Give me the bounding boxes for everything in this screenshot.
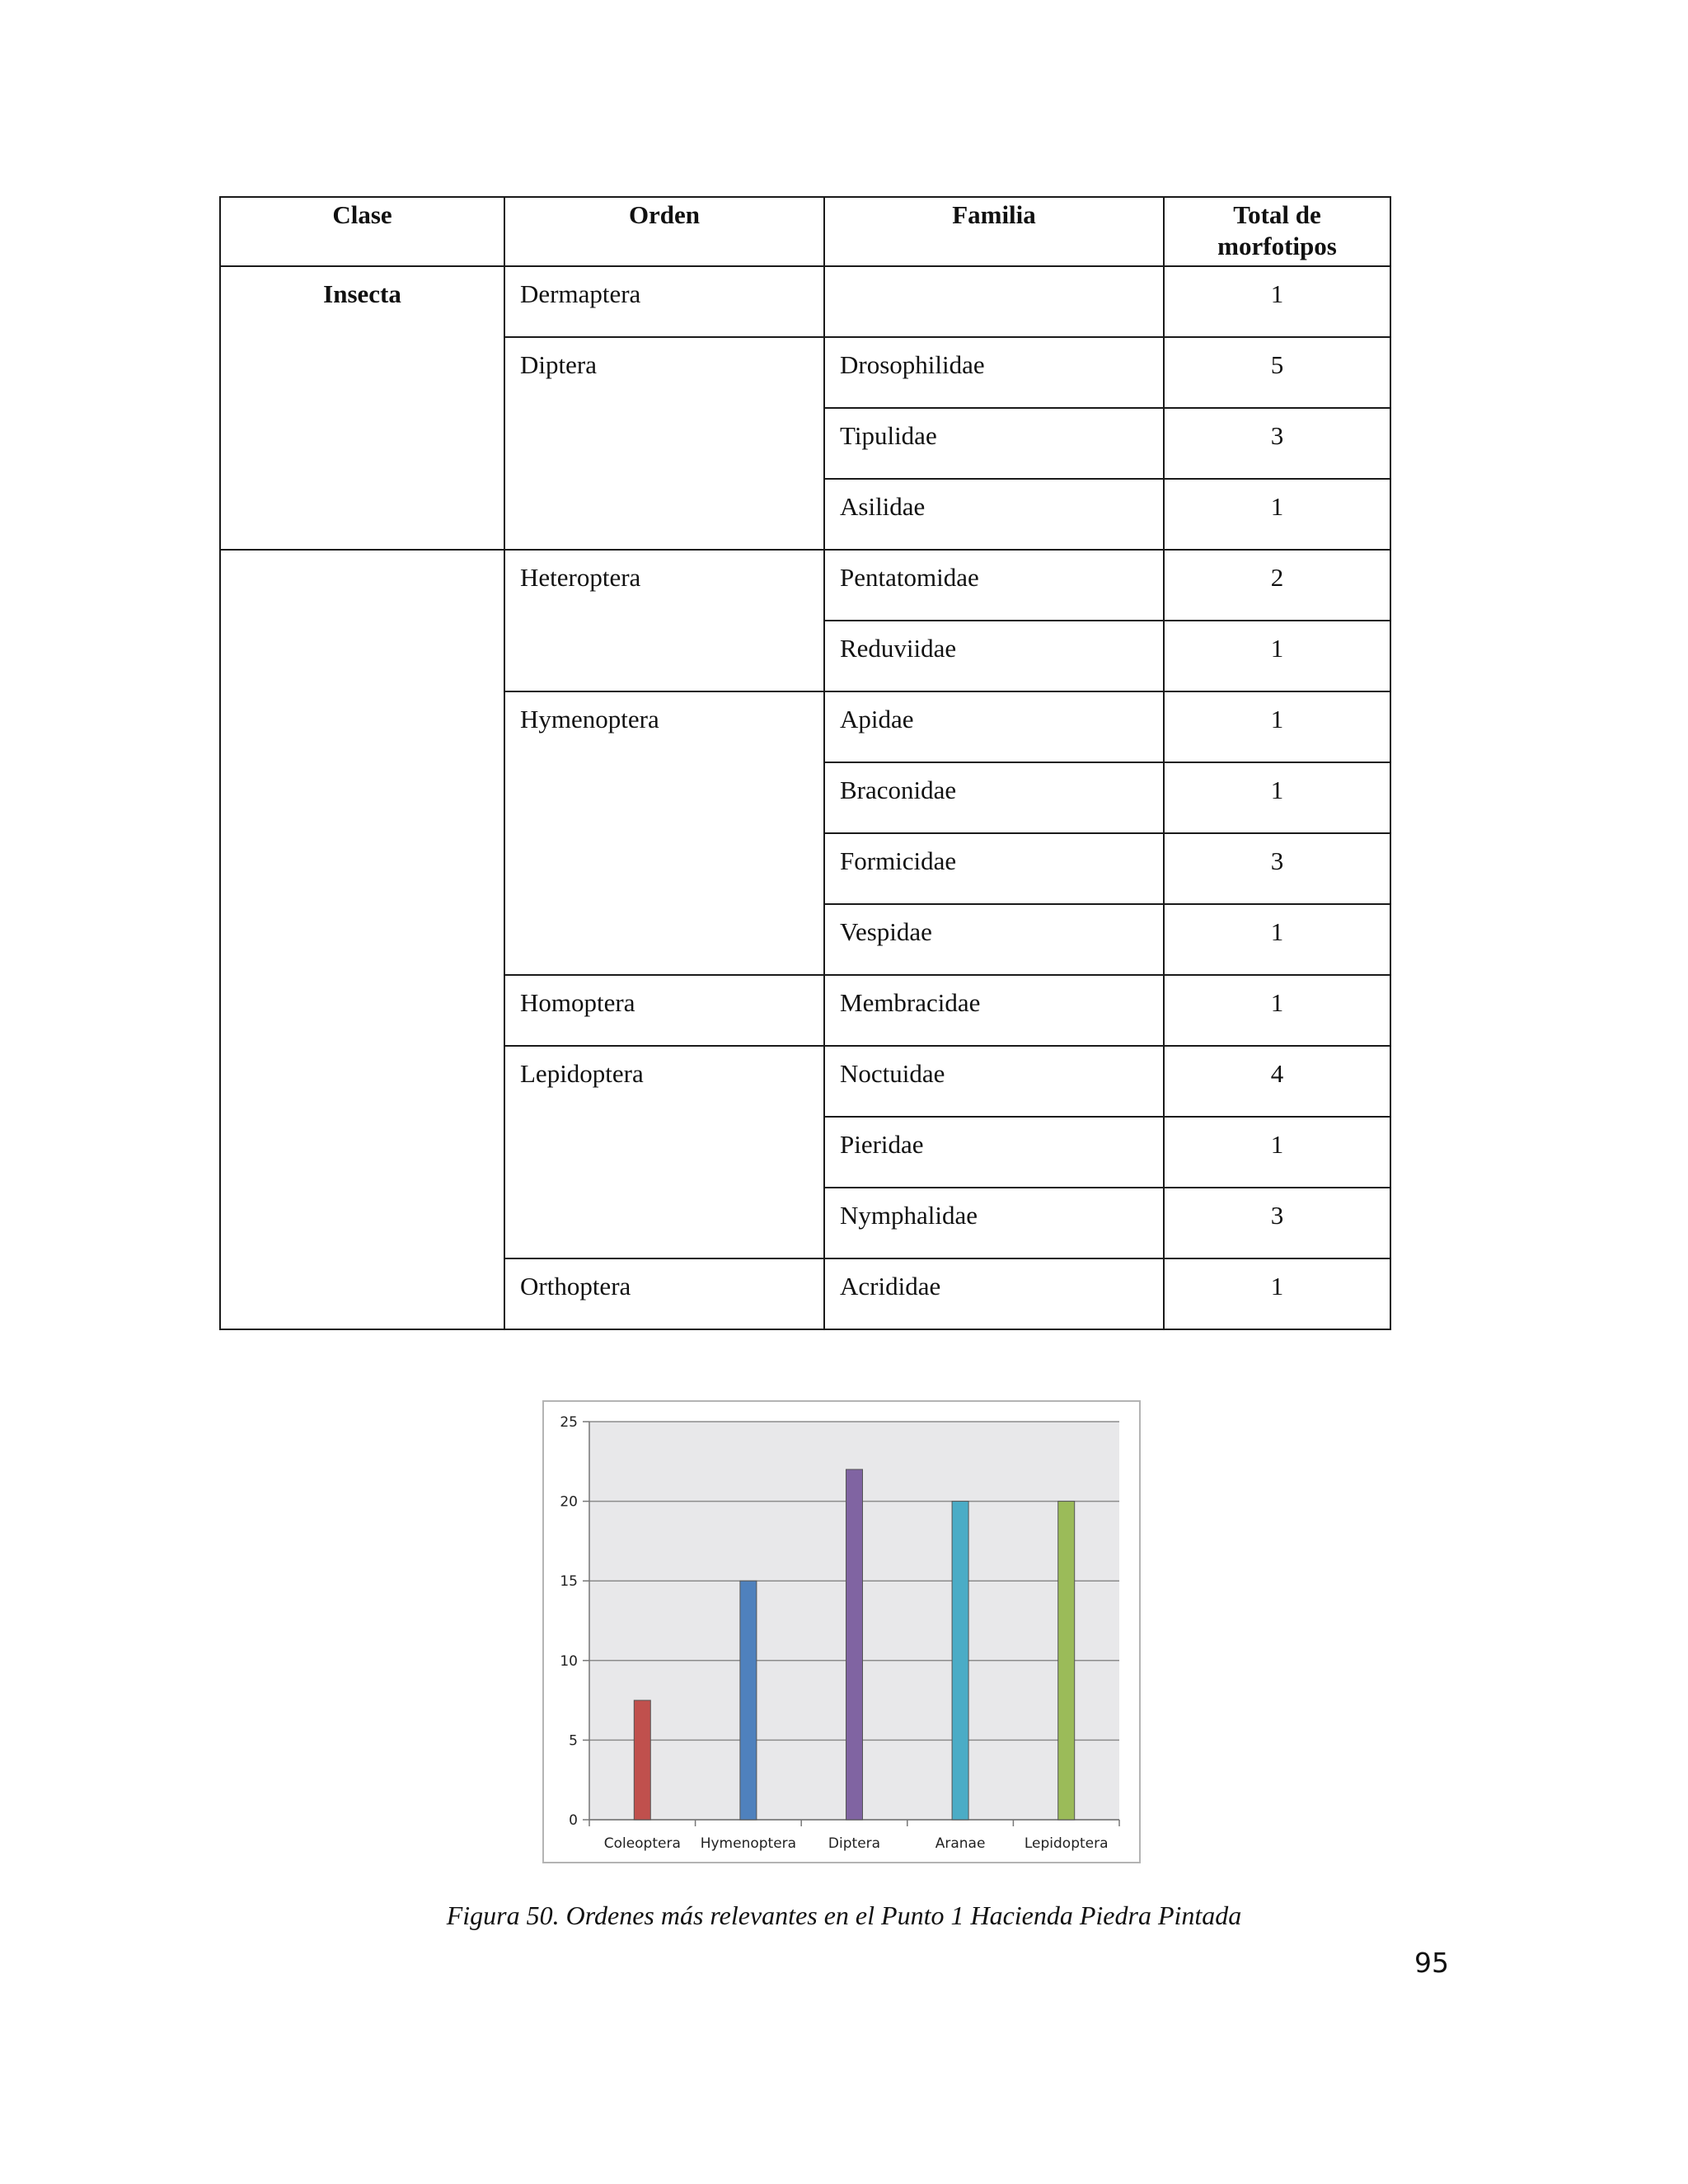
table-row xyxy=(220,550,1390,621)
total-cell: 1 xyxy=(1164,691,1390,762)
x-category-label: Coleoptera xyxy=(603,1835,681,1852)
x-category-label: Aranae xyxy=(935,1835,986,1852)
taxa-table xyxy=(219,196,1391,1330)
orden-cell: Lepidoptera xyxy=(504,1046,824,1258)
table-row xyxy=(220,266,1390,337)
familia-cell: Vespidae xyxy=(824,904,1164,975)
total-cell: 1 xyxy=(1164,975,1390,1046)
orden-cell: Orthoptera xyxy=(504,1258,824,1329)
total-cell: 1 xyxy=(1164,762,1390,833)
bar-diptera xyxy=(846,1469,863,1820)
bar-coleoptera xyxy=(634,1700,650,1820)
y-tick-label: 25 xyxy=(560,1414,578,1431)
familia-cell: Pentatomidae xyxy=(824,550,1164,621)
header-familia: Familia xyxy=(824,197,1164,266)
orden-cell: Diptera xyxy=(504,337,824,550)
familia-cell: Apidae xyxy=(824,691,1164,762)
y-tick-label: 15 xyxy=(560,1573,578,1591)
x-category-label: Diptera xyxy=(828,1835,881,1852)
header-orden: Orden xyxy=(504,197,824,266)
orden-cell: Homoptera xyxy=(504,975,824,1046)
orden-cell: Dermaptera xyxy=(504,266,824,337)
familia-cell: Tipulidae xyxy=(824,408,1164,479)
bar-aranae xyxy=(952,1502,968,1820)
bar-hymenoptera xyxy=(740,1581,757,1820)
familia-cell xyxy=(824,266,1164,337)
total-cell: 5 xyxy=(1164,337,1390,408)
header-clase: Clase xyxy=(220,197,504,266)
total-cell: 3 xyxy=(1164,408,1390,479)
familia-cell: Pieridae xyxy=(824,1117,1164,1188)
x-category-label: Lepidoptera xyxy=(1024,1835,1109,1852)
total-cell: 1 xyxy=(1164,1117,1390,1188)
familia-cell: Noctuidae xyxy=(824,1046,1164,1117)
table-header-row xyxy=(220,197,1390,266)
total-cell: 3 xyxy=(1164,833,1390,904)
total-cell: 2 xyxy=(1164,550,1390,621)
familia-cell: Formicidae xyxy=(824,833,1164,904)
bar-chart-svg xyxy=(544,1402,1139,1862)
total-cell: 3 xyxy=(1164,1188,1390,1258)
y-tick-label: 5 xyxy=(569,1732,578,1750)
familia-cell: Nymphalidae xyxy=(824,1188,1164,1258)
y-tick-label: 10 xyxy=(560,1652,578,1670)
page-number: 95 xyxy=(1414,1947,1449,1979)
clase-insecta-cell: Insecta xyxy=(220,266,504,550)
orden-cell: Heteroptera xyxy=(504,550,824,691)
bar-chart xyxy=(542,1400,1141,1863)
total-cell: 1 xyxy=(1164,904,1390,975)
header-total: Total de morfotipos xyxy=(1164,197,1390,266)
y-tick-label: 20 xyxy=(560,1493,578,1511)
total-cell: 1 xyxy=(1164,479,1390,550)
familia-cell: Asilidae xyxy=(824,479,1164,550)
bar-lepidoptera xyxy=(1058,1502,1075,1820)
familia-cell: Drosophilidae xyxy=(824,337,1164,408)
total-cell: 1 xyxy=(1164,621,1390,691)
total-cell: 1 xyxy=(1164,266,1390,337)
familia-cell: Reduviidae xyxy=(824,621,1164,691)
figure-caption: Figura 50. Ordenes más relevantes en el Punto 1 Hacienda Piedra Pintada xyxy=(446,1900,1242,1930)
orden-cell: Hymenoptera xyxy=(504,691,824,975)
x-category-label: Hymenoptera xyxy=(700,1835,797,1852)
total-cell: 1 xyxy=(1164,1258,1390,1329)
familia-cell: Membracidae xyxy=(824,975,1164,1046)
familia-cell: Acrididae xyxy=(824,1258,1164,1329)
clase-empty-cell xyxy=(220,550,504,1329)
y-tick-label: 0 xyxy=(569,1812,578,1829)
total-cell: 4 xyxy=(1164,1046,1390,1117)
familia-cell: Braconidae xyxy=(824,762,1164,833)
